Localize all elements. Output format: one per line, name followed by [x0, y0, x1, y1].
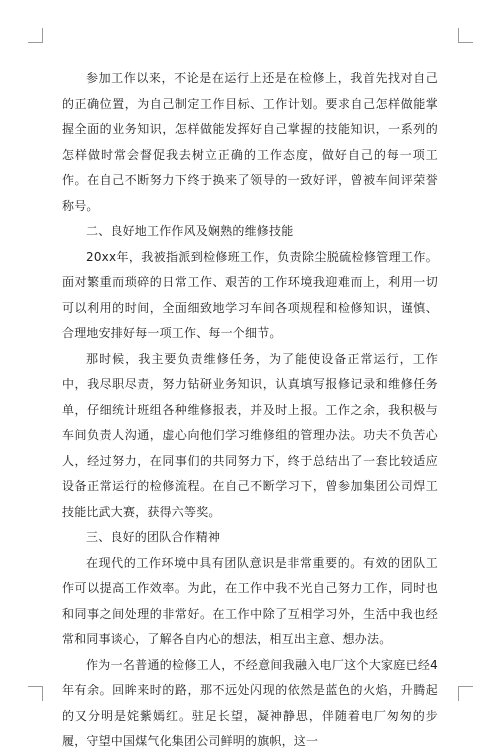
crop-mark-top-right	[458, 28, 473, 43]
paragraph-maintenance-assignment: 20xx年，我被指派到检修班工作，负责除尘脱硫检修管理工作。面对繁重而琐碎的日常工作、艰苦的工作环境我迎难而上，利用一切可以利用的时间，全面细致地学习车间各项规程和检修知识，谨慎、合理地安排好每一项工作、每一个细节。	[62, 249, 438, 340]
paragraph-maintenance-duties: 那时候，我主要负责维修任务，为了能使设备正常运行，工作中，我尽职尽责，努力钻研业务知识，认真填写报修记录和维修任务单，仔细统计班组各种维修报表，并及时上报。工作之余，我积极与车间负责人沟通，虚心向他们学习维修组的管理办法。功夫不负苦心人，经过努力，在同事们的共同努力下，终于总结出了一套比较适应设备正常运行的检修流程。在自己不断学习下，曾参加集团公司焊工技能比武大赛，获得六等奖。	[62, 351, 438, 519]
paragraph-reflection: 作为一名普通的检修工人，不经意间我融入电厂这个大家庭已经4年有余。回眸来时的路，那不远处闪现的依然是蓝色的火焰，升腾起的又分明是姹紫嫣红。驻足长望，凝神静思，伴随着电厂匆匆的步履，守望中国煤气化集团公司鲜明的旗帜，这一	[62, 657, 438, 748]
crop-mark-top-left	[28, 28, 43, 43]
crop-mark-bottom-right	[458, 686, 473, 701]
paragraph-team-awareness: 在现代的工作环境中具有团队意识是非常重要的。有效的团队工作可以提高工作效率。为此，在工作中我不光自己努力工作，同时也和同事之间处理的非常好。在工作中除了互相学习外，生活中我也经常和同事谈心，了解各自内心的想法，相互出主意、想办法。	[62, 555, 438, 646]
paragraph-work-attitude: 参加工作以来，不论是在运行上还是在检修上，我首先找对自己的正确位置，为自己制定工作目标、工作计划。要求自己怎样做能掌握全面的业务知识，怎样做能发挥好自己掌握的技能知识，一系列的怎样做时常会督促我去树立正确的工作态度，做好自己的每一项工作。在自己不断努力下终于换来了领导的一致好评，曾被车间评荣誉称号。	[62, 71, 438, 213]
document-body	[62, 66, 438, 755]
section-heading-teamwork: 三、良好的团队合作精神	[86, 530, 221, 544]
crop-mark-bottom-left	[28, 686, 43, 701]
section-heading-skills: 二、良好地工作作风及娴熟的维修技能	[86, 224, 294, 238]
